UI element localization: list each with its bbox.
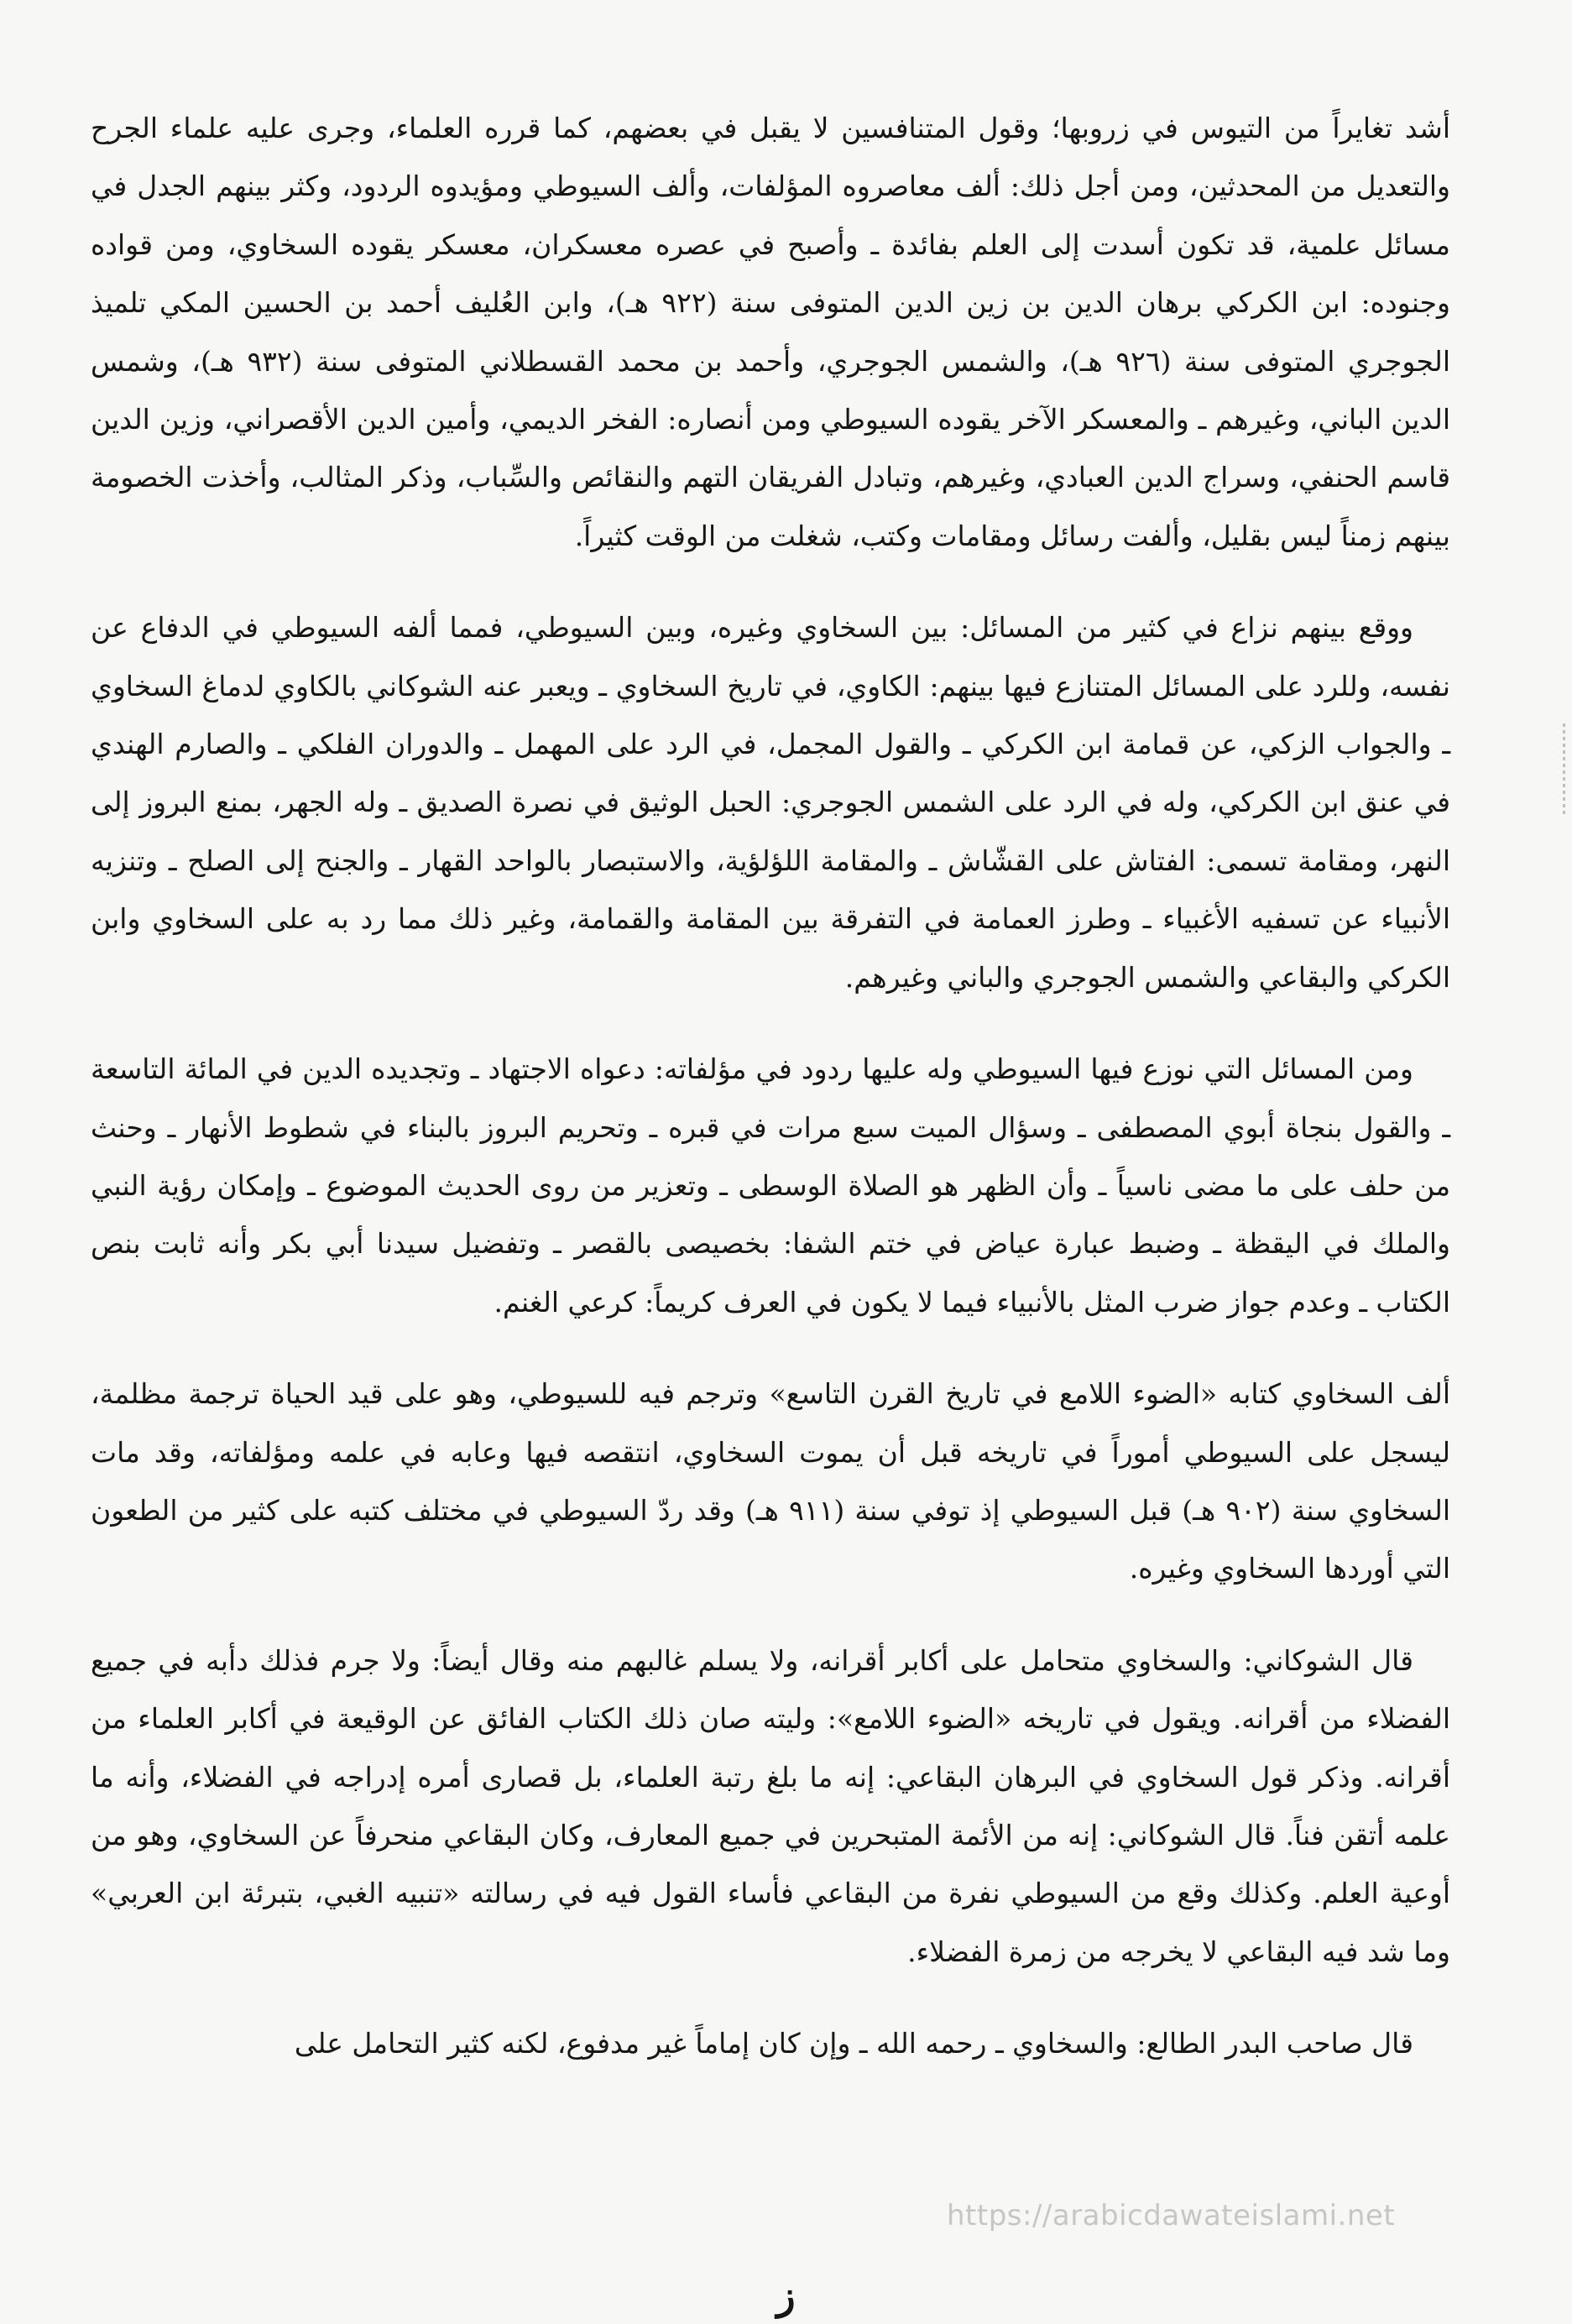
scan-margin-mark — [1563, 723, 1565, 816]
paragraph-2: ووقع بينهم نزاع في كثير من المسائل: بين السخاوي وغيره، وبين السيوطي، فمما ألفه السيوطي في الدفاع عن نفسه، وللرد على المسائل المتنازع فيها بينهم: الكاوي، في تاريخ السخاوي ـ ويعبر عنه الشوكاني بالكاوي لدماغ السخاوي ـ والجواب الزكي، عن قمامة ابن الكركي ـ والقول المجمل، في الرد على المهمل ـ والدوران الفلكي ـ والصارم الهندي في عنق ابن الكركي، وله في الرد على الشمس الجوجري: الحبل الوثيق في نصرة الصديق ـ وله الجهر، بمنع البروز إلى النهر، ومقامة تسمى: الفتاش على القشّاش ـ والمقامة اللؤلؤية، والاستبصار بالواحد القهار ـ والجنح إلى الصلح ـ وتنزيه الأنبياء عن تسفيه الأغبياء ـ وطرز العمامة في التفرقة بين المقامة والقمامة، وغير ذلك مما رد به على السخاوي وابن الكركي والبقاعي والشمس الجوجري والباني وغيرهم. — [91, 611, 1450, 994]
page-number: ز — [776, 2273, 796, 2318]
paragraph-1: أشد تغايراً من التيوس في زروبها؛ وقول المتنافسين لا يقبل في بعضهم، كما قرره العلماء، وجرى عليه علماء الجرح والتعديل من المحدثين، ومن أجل ذلك: ألف معاصروه المؤلفات، وألف السيوطي ومؤيدوه الردود، وكثر بينهم الجدل في مسائل علمية، قد تكون أسدت إلى العلم بفائدة ـ وأصبح في عصره معسكران، معسكر يقوده السخاوي، ومن قواده وجنوده: ابن الكركي برهان الدين بن زين الدين المتوفى سنة (٩٢٢ هـ)، وابن العُليف أحمد بن الحسين المكي تلميذ الجوجري المتوفى سنة (٩٢٦ هـ)، والشمس الجوجري، وأحمد بن محمد القسطلاني المتوفى سنة (٩٣٢ هـ)، وشمس الدين الباني، وغيرهم ـ والمعسكر الآخر يقوده السيوطي ومن أنصاره: الفخر الديمي، وأمين الدين الأقصراني، وزين الدين قاسم الحنفي، وسراج الدين العبادي، وغيرهم، وتبادل الفريقان التهم والنقائص والسِّباب، وذكر المثالب، وأخذت الخصومة بينهم زمناً ليس بقليل، وألفت رسائل ومقامات وكتب، شغلت من الوقت كثيراً. — [91, 112, 1451, 552]
paragraph-4: ألف السخاوي كتابه «الضوء اللامع في تاريخ القرن التاسع» وترجم فيه للسيوطي، وهو على قيد الحياة ترجمة مظلمة، ليسجل على السيوطي أموراً في تاريخه قبل أن يموت السخاوي، انتقصه فيها وعابه في علمه ومؤلفاته، وقد مات السخاوي سنة (٩٠٢ هـ) قبل السيوطي إذ توفي سنة (٩١١ هـ) وقد ردّ السيوطي في مختلف كتبه على كثير من الطعون التي أوردها السخاوي وغيره. — [91, 1377, 1450, 1585]
paragraph-3: ومن المسائل التي نوزع فيها السيوطي وله عليها ردود في مؤلفاته: دعواه الاجتهاد ـ وتجديده الدين في المائة التاسعة ـ والقول بنجاة أبوي المصطفى ـ وسؤال الميت سبع مرات في قبره ـ وتحريم البروز بالبناء في شطوط الأنهار ـ وحنث من حلف على ما مضى ناسياً ـ وأن الظهر هو الصلاة الوسطى ـ وتعزير من روى الحديث الموضوع ـ وإمكان رؤية النبي والملك في اليقظة ـ وضبط عبارة عياض في ختم الشفا: بخصيصى بالقصر ـ وتفضيل سيدنا أبي بكر وأنه ثابت بنص الكتاب ـ وعدم جواز ضرب المثل بالأنبياء فيما لا يكون في العرف كريماً: كرعي الغنم. — [91, 1052, 1450, 1319]
watermark-url: https://arabicdawateislami.net — [947, 2199, 1396, 2233]
paragraph-6: قال صاحب البدر الطالع: والسخاوي ـ رحمه الله ـ وإن كان إماماً غير مدفوع، لكنه كثير التحامل على — [294, 2027, 1413, 2060]
body-text — [91, 99, 1450, 2107]
paragraph-5: قال الشوكاني: والسخاوي متحامل على أكابر أقرانه، ولا يسلم غالبهم منه وقال أيضاً: ولا جرم فذلك دأبه في جميع الفضلاء من أقرانه. ويقول في تاريخه «الضوء اللامع»: وليته صان ذلك الكتاب الفائق عن الوقيعة في أكابر العلماء من أقرانه. وذكر قول السخاوي في البرهان البقاعي: إنه ما بلغ رتبة العلماء، بل قصارى أمره إدراجه في الفضلاء، وأنه ما علمه أتقن فناً. قال الشوكاني: إنه من الأئمة المتبحرين في جميع المعارف، وكان البقاعي منحرفاً عن السخاوي، وهو من أوعية العلم. وكذلك وقع من السيوطي نفرة من البقاعي فأساء القول فيه في رسالته «تنبيه الغبي، بتبرئة ابن العربي» وما شد فيه البقاعي لا يخرجه من زمرة الفضلاء. — [91, 1643, 1450, 1968]
